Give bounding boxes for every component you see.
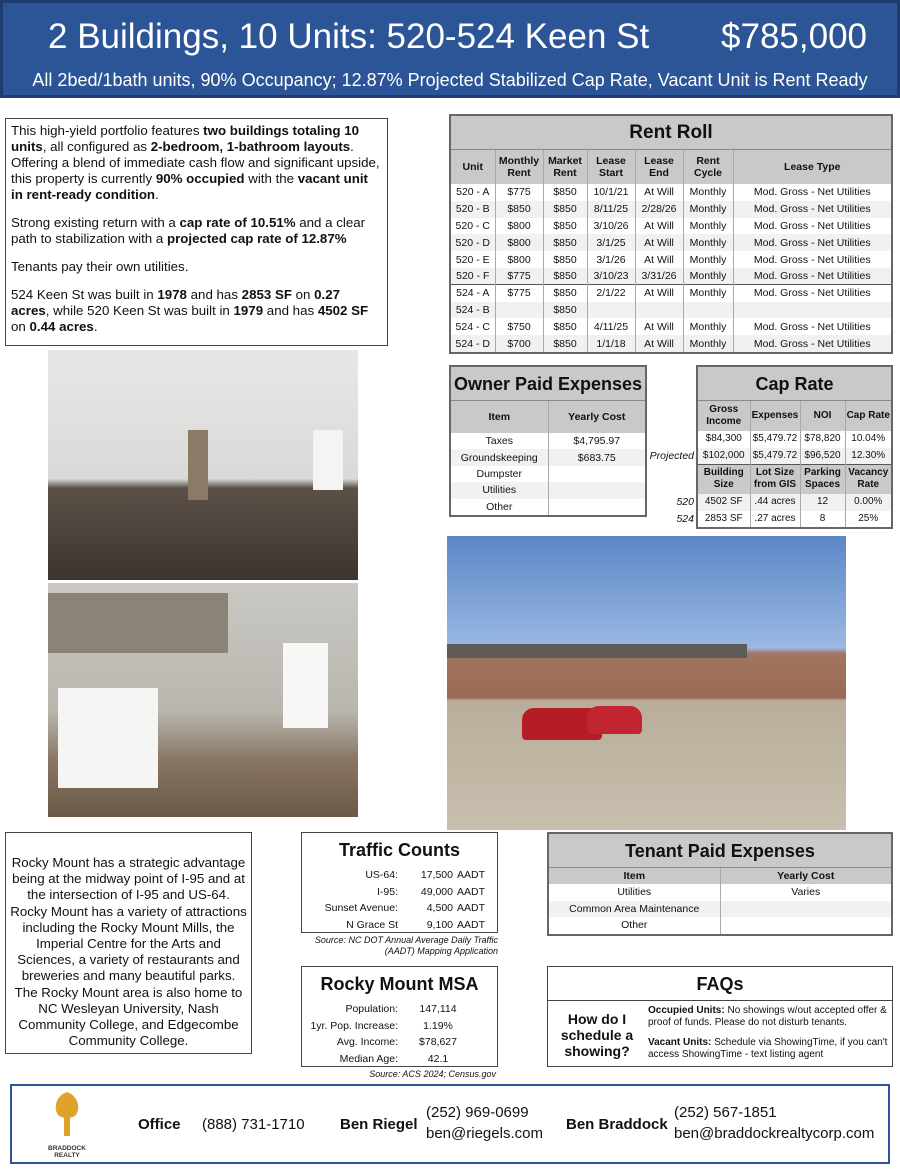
table-row — [549, 901, 891, 918]
table-cell: .27 acres — [750, 511, 800, 528]
table-row — [451, 433, 645, 449]
body-text: and has — [186, 287, 242, 302]
body-text: with the — [244, 171, 298, 186]
column-header: Parking Spaces — [800, 464, 845, 494]
column-header: Monthly Rent — [495, 150, 543, 184]
column-header: Market Rent — [543, 150, 587, 184]
column-header: Lot Size from GIS — [750, 464, 800, 494]
table-row — [451, 201, 891, 218]
rent-roll-table — [449, 114, 893, 354]
table-cell: $850 — [543, 318, 587, 335]
table-row — [451, 318, 891, 335]
traffic-counts — [301, 832, 498, 933]
traffic-source: Source: NC DOT Annual Average Daily Traffic (AADT) Mapping Application — [314, 935, 498, 956]
table-cell: $5,479.72 — [750, 431, 800, 448]
kitchen-photo — [48, 583, 358, 817]
table-cell: 520 - F — [451, 268, 495, 285]
table-cell: Monthly — [683, 285, 733, 302]
table-cell: $850 — [543, 302, 587, 319]
table-row — [451, 218, 891, 235]
table-cell: .44 acres — [750, 494, 800, 511]
stat-row — [302, 867, 497, 884]
table-cell: 10/1/21 — [587, 184, 635, 201]
body-text: Strong existing return with a — [11, 215, 180, 230]
stat-label: I-95: — [376, 885, 398, 898]
table-cell: Monthly — [683, 201, 733, 218]
highlight-text: 4502 SF — [317, 303, 369, 318]
table-cell — [548, 499, 645, 515]
table-cell: Monthly — [683, 318, 733, 335]
office-label: Office — [138, 1116, 181, 1133]
column-header: Lease End — [635, 150, 683, 184]
table-cell: $850 — [543, 184, 587, 201]
table-cell: $5,479.72 — [750, 448, 800, 465]
highlight-text: 1979 — [233, 303, 264, 318]
column-header: Item — [549, 868, 720, 884]
body-text: . — [155, 187, 159, 202]
owner-expenses-title: Owner Paid Expenses — [451, 367, 645, 401]
table-cell: At Will — [635, 251, 683, 268]
highlight-text: cap rate of 10.51% — [179, 215, 296, 230]
stat-row — [302, 900, 497, 917]
table-cell: 520 - B — [451, 201, 495, 218]
body-text: and a clear path to stabilization with a — [11, 215, 366, 246]
body-text: Tenants pay their own utilities. — [11, 259, 189, 274]
rent-roll-title: Rent Roll — [451, 116, 891, 150]
agent2-phone[interactable]: (252) 567-1851 — [674, 1104, 777, 1121]
highlight-text: projected cap rate of 12.87% — [166, 231, 347, 246]
stat-unit: AADT — [457, 869, 486, 882]
listing-subtitle: All 2bed/1bath units, 90% Occupancy; 12.87% Projected Stabilized Cap Rate, Vacant Unit is Rent Ready — [32, 70, 868, 90]
agent1-email[interactable]: ben@riegels.com — [426, 1125, 543, 1142]
highlight-text: 1978 — [157, 287, 187, 302]
column-header: Vacancy Rate — [845, 464, 891, 494]
column-header: Yearly Cost — [548, 401, 645, 433]
table-cell: $850 — [543, 285, 587, 302]
traffic-title: Traffic Counts — [338, 840, 460, 860]
table-cell: $800 — [495, 234, 543, 251]
table-cell: Other — [621, 919, 648, 932]
agent2-email[interactable]: ben@braddockrealtycorp.com — [674, 1125, 875, 1142]
table-cell — [587, 302, 635, 319]
highlight-text: vacant unit in rent-ready condition — [11, 171, 368, 202]
column-header: Unit — [451, 150, 495, 184]
braddock-realty-logo: BRADDOCK REALTY — [40, 1090, 94, 1160]
table-cell: 8/11/25 — [587, 201, 635, 218]
table-cell: 520 - C — [455, 219, 490, 232]
table-cell: Dumpster — [476, 467, 522, 480]
vacant-units-answer: Schedule via ShowingTime, if you can't access ShowingTime - text listing agent — [648, 1037, 888, 1060]
intro-paragraph — [11, 123, 382, 203]
table-cell: Mod. Gross - Net Utilities — [733, 268, 891, 285]
table-cell: $850 — [543, 335, 587, 352]
body-text: , all configured as — [42, 139, 151, 154]
table-cell: Mod. Gross - Net Utilities — [733, 285, 891, 302]
highlight-text: two buildings totaling 10 units — [11, 123, 360, 154]
stat-label: US-64: — [365, 869, 398, 882]
stat-value: 42.1 — [427, 1053, 449, 1066]
table-cell: 524 - B — [451, 302, 495, 319]
table-row — [698, 494, 891, 511]
stat-unit: AADT — [457, 919, 486, 932]
table-cell: $775 — [495, 268, 543, 285]
table-cell: 2/28/26 — [635, 201, 683, 218]
table-cell: At Will — [635, 218, 683, 235]
faq-question: How do I schedule a showing? — [560, 1011, 634, 1059]
table-cell: 0.00% — [845, 494, 891, 511]
body-text: . — [93, 319, 98, 334]
table-cell: $850 — [495, 201, 543, 218]
table-row — [451, 251, 891, 268]
stat-row — [302, 1018, 497, 1035]
intro-paragraph — [11, 215, 382, 247]
table-cell: Monthly — [683, 234, 733, 251]
stat-label: Median Age: — [339, 1053, 398, 1066]
table-cell: Mod. Gross - Net Utilities — [733, 201, 891, 218]
table-cell — [548, 466, 645, 482]
column-header: Item — [451, 401, 548, 433]
table-row — [698, 431, 891, 448]
table-cell: $850 — [543, 268, 587, 285]
table-cell: 524 - D — [451, 335, 495, 352]
stat-label: Avg. Income: — [336, 1036, 398, 1049]
table-cell: 3/10/23 — [587, 268, 635, 285]
row-label: Projected — [649, 449, 694, 462]
row-label: 520 — [676, 496, 694, 508]
table-header-row — [698, 464, 891, 494]
table-cell: 1/1/18 — [587, 335, 635, 352]
table-cell: 4/11/25 — [587, 318, 635, 335]
table-cell: At Will — [635, 234, 683, 251]
table-cell: Mod. Gross - Net Utilities — [733, 318, 891, 335]
table-row — [698, 511, 891, 528]
body-text: . Offering a blend of immediate cash flow and significant upside, this property is currently — [11, 139, 380, 186]
table-cell — [720, 901, 891, 918]
table-cell: $750 — [495, 318, 543, 335]
intro-paragraph — [11, 287, 382, 335]
stat-label: N Grace St — [346, 919, 398, 932]
table-cell: 8 — [800, 511, 845, 528]
table-cell: $96,520 — [800, 448, 845, 465]
table-cell: 2/1/22 — [587, 285, 635, 302]
column-header: Yearly Cost — [720, 868, 891, 884]
stat-value: 147,114 — [419, 1003, 457, 1016]
table-row — [451, 234, 891, 251]
table-cell: 3/31/26 — [635, 268, 683, 285]
table-cell — [548, 482, 645, 498]
table-cell: Utilities — [451, 482, 548, 498]
table-cell: Mod. Gross - Net Utilities — [733, 251, 891, 268]
cap-rate-title: Cap Rate — [698, 367, 891, 401]
table-cell: Monthly — [683, 218, 733, 235]
stat-row — [302, 884, 497, 901]
header-banner — [0, 0, 900, 98]
table-row — [451, 449, 645, 465]
table-cell: 12 — [800, 494, 845, 511]
table-cell: $850 — [543, 251, 587, 268]
agent2-name: Ben Braddock — [566, 1116, 668, 1133]
table-cell: 25% — [845, 511, 891, 528]
highlight-text: 2-bedroom, 1-bathroom layouts — [150, 139, 351, 154]
stat-value: 17,500 — [420, 869, 453, 882]
table-cell: Monthly — [683, 184, 733, 201]
table-cell: At Will — [635, 184, 683, 201]
table-cell: At Will — [635, 285, 683, 302]
table-cell: At Will — [635, 335, 683, 352]
stat-value: $78,627 — [419, 1036, 457, 1049]
table-row — [451, 268, 891, 285]
msa-source: Source: ACS 2024; Census.gov — [369, 1069, 496, 1079]
column-header: Rent Cycle — [683, 150, 733, 184]
table-cell: Mod. Gross - Net Utilities — [733, 335, 891, 352]
body-text: on — [11, 319, 30, 334]
agent1-name: Ben Riegel — [340, 1116, 418, 1133]
table-cell: 10.04% — [845, 431, 891, 448]
table-cell: Monthly — [683, 335, 733, 352]
table-cell: 4502 SF — [698, 494, 750, 511]
column-header: Lease Type — [733, 150, 891, 184]
table-cell: $700 — [495, 335, 543, 352]
listing-price: $785,000 — [721, 17, 867, 56]
exterior-photo — [447, 536, 846, 830]
intro-description — [5, 118, 388, 346]
table-row — [451, 335, 891, 352]
stat-unit: AADT — [457, 902, 486, 915]
contact-footer — [10, 1084, 890, 1164]
occupied-units-answer: No showings w/out accepted offer & proof of funds. Please do not disturb tenants. — [648, 1005, 887, 1028]
tenant-expenses-table — [547, 832, 893, 936]
stat-row — [302, 917, 497, 934]
rocky-mount-msa — [301, 966, 498, 1067]
table-cell: Mod. Gross - Net Utilities — [733, 218, 891, 235]
table-cell: Mod. Gross - Net Utilities — [733, 234, 891, 251]
column-header: Cap Rate — [845, 401, 891, 431]
table-cell: $850 — [543, 201, 587, 218]
row-label: 524 — [676, 512, 694, 525]
stat-unit: AADT — [457, 885, 486, 898]
agent1-phone[interactable]: (252) 969-0699 — [426, 1104, 529, 1121]
stat-value: 9,100 — [426, 919, 453, 932]
table-cell — [683, 302, 733, 319]
faq-box — [547, 966, 893, 1067]
table-cell — [635, 302, 683, 319]
table-cell: $102,000 — [698, 448, 750, 465]
tenant-expenses-title: Tenant Paid Expenses — [549, 834, 891, 868]
intro-paragraph — [11, 259, 382, 275]
table-cell: Monthly — [683, 251, 733, 268]
table-cell: At Will — [635, 318, 683, 335]
msa-title: Rocky Mount MSA — [320, 974, 479, 994]
body-text: This high-yield portfolio features — [11, 123, 204, 138]
table-row — [698, 448, 891, 465]
cap-rate-table — [696, 365, 893, 529]
table-cell: 3/1/25 — [587, 234, 635, 251]
column-header: Gross Income — [698, 401, 750, 431]
table-cell: Mod. Gross - Net Utilities — [733, 184, 891, 201]
column-header: Lease Start — [587, 150, 635, 184]
table-cell: 3/10/26 — [587, 218, 635, 235]
stat-value: 49,000 — [420, 885, 453, 898]
table-cell: 524 - C — [455, 320, 490, 333]
listing-title: 2 Buildings, 10 Units: 520-524 Keen St — [48, 17, 650, 56]
table-cell: Varies — [720, 884, 891, 901]
table-cell: $84,300 — [705, 433, 742, 445]
table-cell: 3/1/26 — [587, 251, 635, 268]
tree-logo-icon — [47, 1090, 87, 1140]
table-cell — [495, 302, 543, 319]
stat-row — [302, 1001, 497, 1018]
table-row — [549, 917, 891, 934]
owner-expenses-table — [449, 365, 647, 517]
table-cell: Groundskeeping — [451, 449, 548, 465]
faq-answer — [648, 1005, 891, 1061]
highlight-text: 2853 SF — [241, 287, 292, 302]
stat-row — [302, 1051, 497, 1068]
table-cell: 12.30% — [845, 448, 891, 465]
table-cell: Other — [486, 500, 513, 513]
body-text: and has — [263, 303, 318, 318]
body-text: 524 Keen St was built in — [11, 287, 158, 302]
body-text: , while 520 Keen St was built in — [45, 303, 234, 318]
table-row — [451, 285, 891, 302]
table-cell: Common Area Maintenance — [549, 901, 720, 918]
office-phone[interactable]: (888) 731-1710 — [202, 1116, 305, 1133]
body-text: on — [291, 287, 315, 302]
table-cell: Monthly — [683, 268, 733, 285]
column-header: Expenses — [750, 401, 800, 431]
stat-row — [302, 1034, 497, 1051]
table-row — [451, 499, 645, 515]
occupied-units-label: Occupied Units: — [648, 1005, 725, 1016]
table-row — [451, 482, 645, 498]
table-row — [451, 302, 891, 319]
stat-value: 4,500 — [426, 902, 453, 915]
cap-rate-row-labels — [640, 433, 696, 553]
stat-label: 1yr. Pop. Increase: — [310, 1019, 398, 1032]
stat-label: Population: — [345, 1003, 398, 1016]
table-cell: Utilities — [617, 886, 652, 899]
faq-title: FAQs — [548, 967, 892, 1001]
table-cell: $683.75 — [548, 449, 645, 465]
table-cell: $850 — [543, 234, 587, 251]
table-cell: $4,795.97 — [548, 433, 645, 449]
table-row — [451, 184, 891, 201]
table-cell: 520 - A — [456, 186, 490, 199]
rocky-mount-description: Rocky Mount has a strategic advantage being at the midway point of I-95 and at the intersection of I-95 and US-64. Rocky Mount has a variety of attractions including the Rocky Mount Mills, the Imperial Centre for the Arts and Sciences, a variety of restaurants and breweries and many beautiful parks. The Rocky Mount area is also home to NC Wesleyan University, Nash Community College, and Edgecombe Community College. — [5, 832, 252, 1054]
table-cell — [733, 302, 891, 319]
table-row — [451, 466, 645, 482]
column-header: Building Size — [698, 464, 750, 494]
highlight-text: 0.27 acres — [11, 287, 341, 318]
living-room-photo — [48, 350, 358, 580]
table-cell: $775 — [495, 285, 543, 302]
table-cell: 520 - E — [455, 253, 490, 266]
vacant-units-label: Vacant Units: — [648, 1037, 712, 1048]
table-cell: $800 — [495, 218, 543, 235]
table-cell — [720, 917, 891, 934]
table-cell: $78,820 — [800, 431, 845, 448]
stat-label: Sunset Avenue: — [324, 902, 398, 915]
highlight-text: 0.44 acres — [29, 319, 94, 334]
table-cell: $775 — [495, 184, 543, 201]
table-row — [549, 884, 891, 901]
stat-value: 1.19% — [423, 1019, 453, 1032]
table-cell: 520 - D — [451, 234, 495, 251]
column-header: NOI — [800, 401, 845, 431]
table-cell: $800 — [495, 251, 543, 268]
highlight-text: 90% occupied — [155, 171, 245, 186]
table-cell: Taxes — [485, 435, 513, 448]
table-cell: $850 — [543, 218, 587, 235]
table-cell: 2853 SF — [704, 512, 743, 524]
table-cell: 524 - A — [451, 285, 495, 302]
